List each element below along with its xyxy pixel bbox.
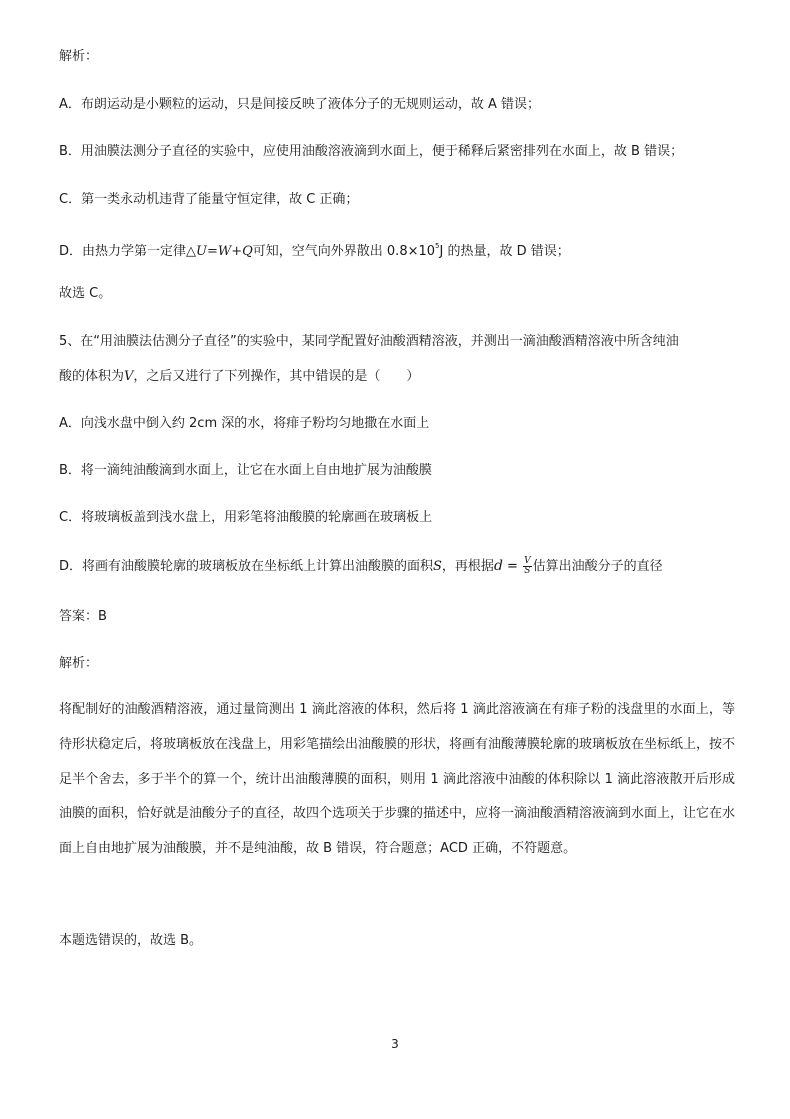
fraction-numerator: V <box>524 556 531 566</box>
power-exponent: 5 <box>435 242 440 250</box>
diameter-fraction <box>523 557 532 576</box>
analysis-option-d-pre: D．由热力学第一定律△ <box>59 244 197 259</box>
analysis-option-d-post: J 的热量，故 D 错误； <box>439 244 570 259</box>
question-option-a: A．向浅水盘中倒入约 2cm 深的水，将痱子粉均匀地撒在水面上 <box>59 416 430 431</box>
first-law-formula: U=W+Q <box>196 244 253 259</box>
analysis-option-b: B．用油膜法测分子直径的实验中，应使用油酸溶液滴到水面上，便于稀释后紧密排列在水面上，故 B 错误； <box>59 144 684 159</box>
question-option-b: B．将一滴纯油酸滴到水面上，让它在水面上自由地扩展为油酸膜 <box>59 463 432 478</box>
question-stem-line-2-post: ，之后又进行了下列操作，其中错误的是（ ） <box>133 369 420 384</box>
page-number: 3 <box>391 1037 399 1051</box>
question-stem-line-2-pre: 酸的体积为 <box>59 369 125 384</box>
answer-line: 答案：B <box>59 609 107 624</box>
question-option-d-mid: ，再根据 <box>441 559 494 574</box>
volume-variable: V <box>124 369 134 384</box>
analysis-label-2: 解析： <box>59 656 99 671</box>
equals-sign: = <box>502 559 523 574</box>
area-variable: S <box>433 559 442 574</box>
analysis-conclusion: 故选 C。 <box>59 286 112 301</box>
question-option-c: C．将玻璃板盖到浅水盘上，用彩笔将油酸膜的轮廓画在玻璃板上 <box>59 510 433 525</box>
question-option-d-post: 估算出油酸分子的直径 <box>532 559 663 574</box>
question-stem-line-2 <box>59 367 735 387</box>
analysis-option-d <box>59 236 735 262</box>
diameter-variable: d <box>493 558 503 574</box>
question-option-d <box>59 556 735 577</box>
analysis-option-a: A．布朗运动是小颗粒的运动，只是间接反映了液体分子的无规则运动，故 A 错误； <box>59 97 541 112</box>
analysis-option-d-mid: 可知，空气向外界散出 0.8×10 <box>252 244 436 259</box>
final-conclusion: 本题选错误的，故选 B。 <box>59 933 203 948</box>
analysis-label: 解析： <box>59 49 99 64</box>
analysis-option-c: C．第一类永动机违背了能量守恒定律，故 C 正确； <box>59 192 359 207</box>
question-option-d-pre: D．将画有油酸膜轮廓的玻璃板放在坐标纸上计算出油酸膜的面积 <box>59 559 434 574</box>
fraction-denominator: S <box>524 566 531 576</box>
analysis-paragraph: 将配制好的油酸酒精溶液，通过量筒测出 1 滴此溶液的体积，然后将 1 滴此溶液滴在有痱子粉的浅盘里的水面上，等待形状稳定后，将玻璃板放在浅盘上，用彩笔描绘出油酸膜的形状，将画有油酸薄膜轮廓的玻璃板放在坐标纸上，按不足半个舍去，多于半个的算一个，统计出油酸薄膜的面积，则用 1 滴此溶液中油酸的体积除以 1 滴此溶液散开后形成油膜的面积，恰好就是油酸分子的直径，故四个选项关于步骤的描述中，应将一滴油酸酒精溶液滴到水面上，让它在水面上自由地扩展为油酸膜，并不是纯油酸，故 B 错误，符合题意；ACD 正确，不符题意。 <box>59 702 736 857</box>
question-stem-line-1: 5、在“用油膜法估测分子直径”的实验中，某同学配置好油酸酒精溶液，并测出一滴油酸酒精溶液中所含纯油 <box>59 334 679 349</box>
